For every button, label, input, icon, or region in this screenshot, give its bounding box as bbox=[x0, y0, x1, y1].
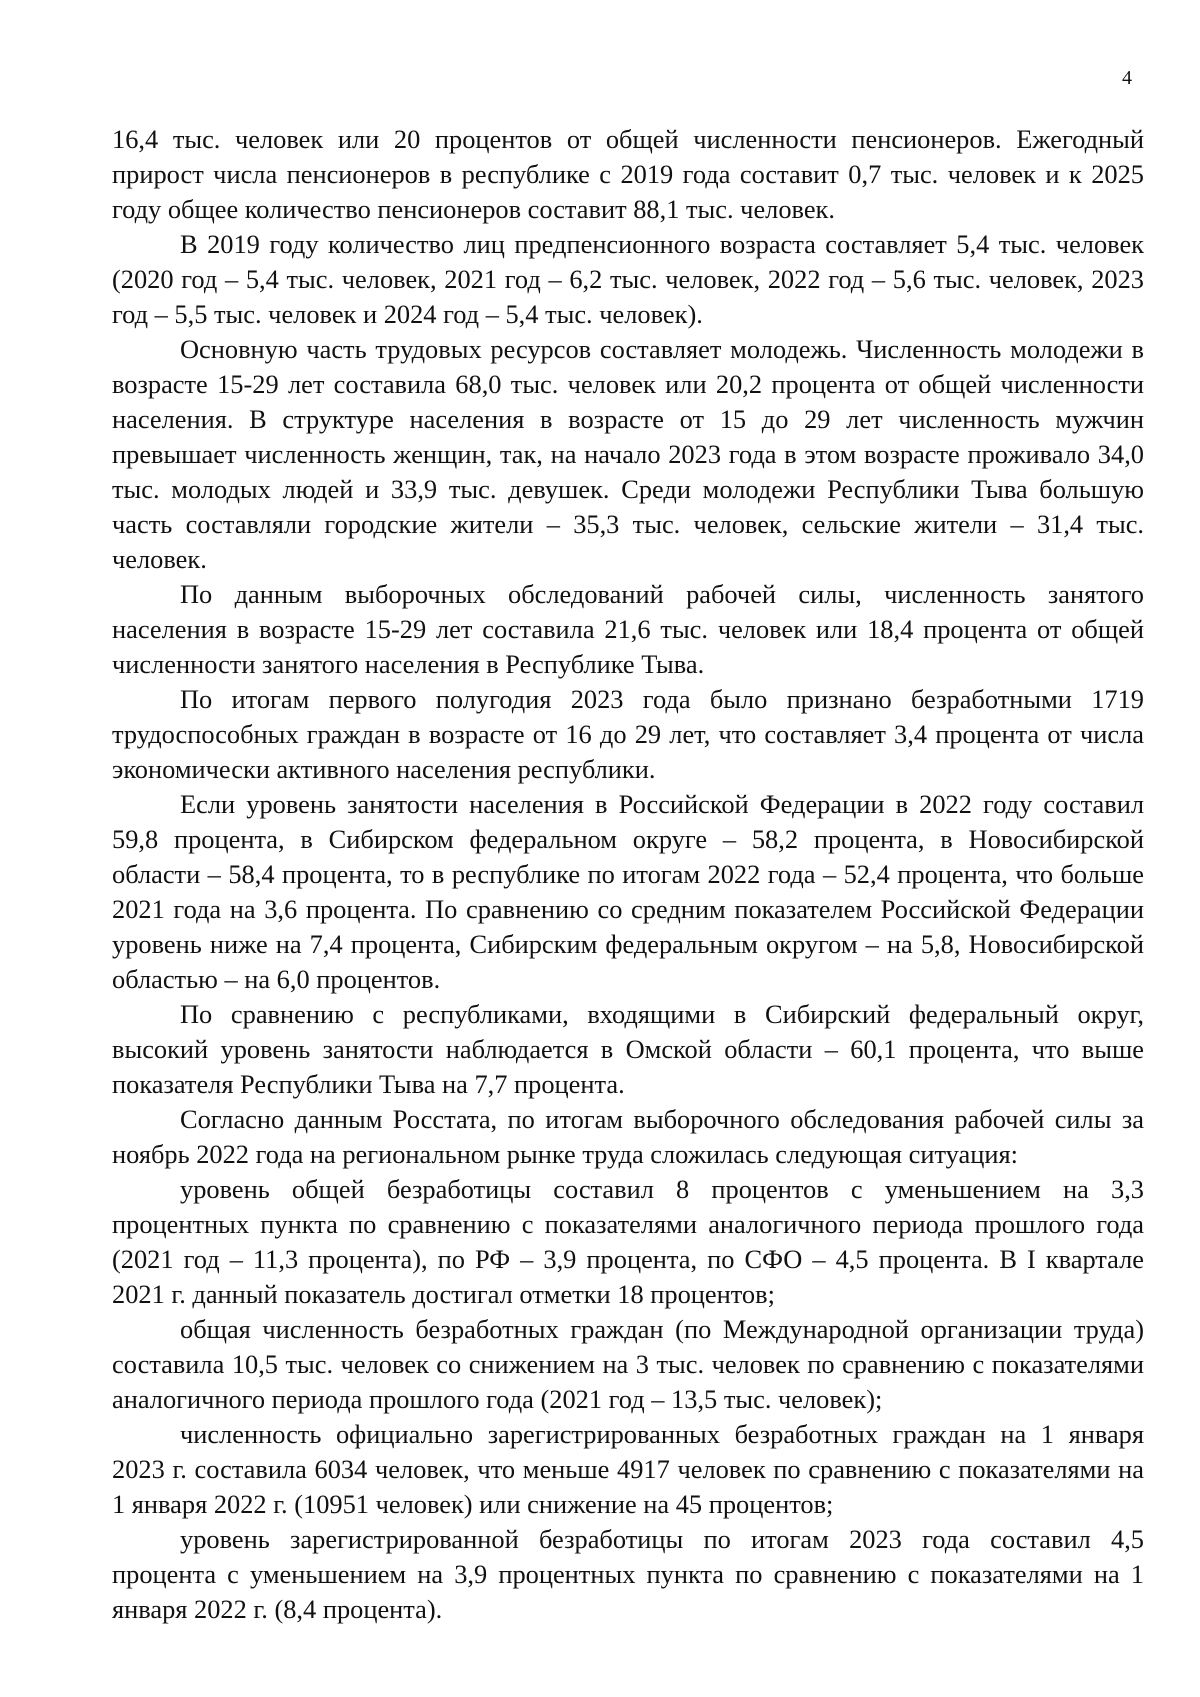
paragraph-5: По итогам первого полугодия 2023 года было признано безработными 1719 трудоспособных граждан в возрасте от 16 до 29 лет, что составляет 3,4 процента от числа экономически активного населения республики. bbox=[112, 684, 1144, 784]
paragraph-2: В 2019 году количество лиц предпенсионного возраста составляет 5,4 тыс. человек (2020 год – 5,4 тыс. человек, 2021 год – 6,2 тыс. человек, 2022 год – 5,6 тыс. человек, 2023 год – 5,5 тыс. человек и 2024 год – 5,4 тыс. человек). bbox=[112, 229, 1144, 329]
paragraph-3: Основную часть трудовых ресурсов составляет молодежь. Численность молодежи в возрасте 15-29 лет составила 68,0 тыс. человек или 20,2 процента от общей численности населения. В структуре населения в возрасте от 15 до 29 лет численность мужчин превышает численность женщин, так, на начало 2023 года в этом возрасте проживало 34,0 тыс. молодых людей и 33,9 тыс. девушек. Среди молодежи Республики Тыва большую часть составляли городские жители – 35,3 тыс. человек, сельские жители – 31,4 тыс. человек. bbox=[112, 334, 1144, 574]
paragraph-12: уровень зарегистрированной безработицы по итогам 2023 года составил 4,5 процента с уменьшением на 3,9 процентных пункта по сравнению с показателями на 1 января 2022 г. (8,4 процента). bbox=[112, 1524, 1144, 1624]
document-body bbox=[112, 122, 1144, 1627]
paragraph-1: 16,4 тыс. человек или 20 процентов от общей численности пенсионеров. Ежегодный прирост числа пенсионеров в республике с 2019 года составит 0,7 тыс. человек и к 2025 году общее количество пенсионеров составит 88,1 тыс. человек. bbox=[112, 124, 1144, 224]
paragraph-7: По сравнению с республиками, входящими в Сибирский федеральный округ, высокий уровень занятости наблюдается в Омской области – 60,1 процента, что выше показателя Республики Тыва на 7,7 процента. bbox=[112, 999, 1144, 1099]
paragraph-8: Согласно данным Росстата, по итогам выборочного обследования рабочей силы за ноябрь 2022 года на региональном рынке труда сложилась следующая ситуация: bbox=[112, 1104, 1144, 1169]
paragraph-9: уровень общей безработицы составил 8 процентов с уменьшением на 3,3 процентных пункта по сравнению с показателями аналогичного периода прошлого года (2021 год – 11,3 процента), по РФ – 3,9 процента, по СФО – 4,5 процента. В I квартале 2021 г. данный показатель достигал отметки 18 процентов; bbox=[112, 1174, 1144, 1309]
paragraph-11: численность официально зарегистрированных безработных граждан на 1 января 2023 г. составила 6034 человек, что меньше 4917 человек по сравнению с показателями на 1 января 2022 г. (10951 человек) или снижение на 45 процентов; bbox=[112, 1419, 1144, 1519]
paragraph-6: Если уровень занятости населения в Российской Федерации в 2022 году составил 59,8 процента, в Сибирском федеральном округе – 58,2 процента, в Новосибирской области – 58,4 процента, то в республике по итогам 2022 года – 52,4 процента, что больше 2021 года на 3,6 процента. По сравнению со средним показателем Российской Федерации уровень ниже на 7,4 процента, Сибирским федеральным округом – на 5,8, Новосибирской областью – на 6,0 процентов. bbox=[112, 789, 1144, 994]
paragraph-4: По данным выборочных обследований рабочей силы, численность занятого населения в возрасте 15-29 лет составила 21,6 тыс. человек или 18,4 процента от общей численности занятого населения в Республике Тыва. bbox=[112, 579, 1144, 679]
page-number: 4 bbox=[1122, 67, 1132, 89]
paragraph-10: общая численность безработных граждан (по Международной организации труда) составила 10,5 тыс. человек со снижением на 3 тыс. человек по сравнению с показателями аналогичного периода прошлого года (2021 год – 13,5 тыс. человек); bbox=[112, 1314, 1144, 1414]
